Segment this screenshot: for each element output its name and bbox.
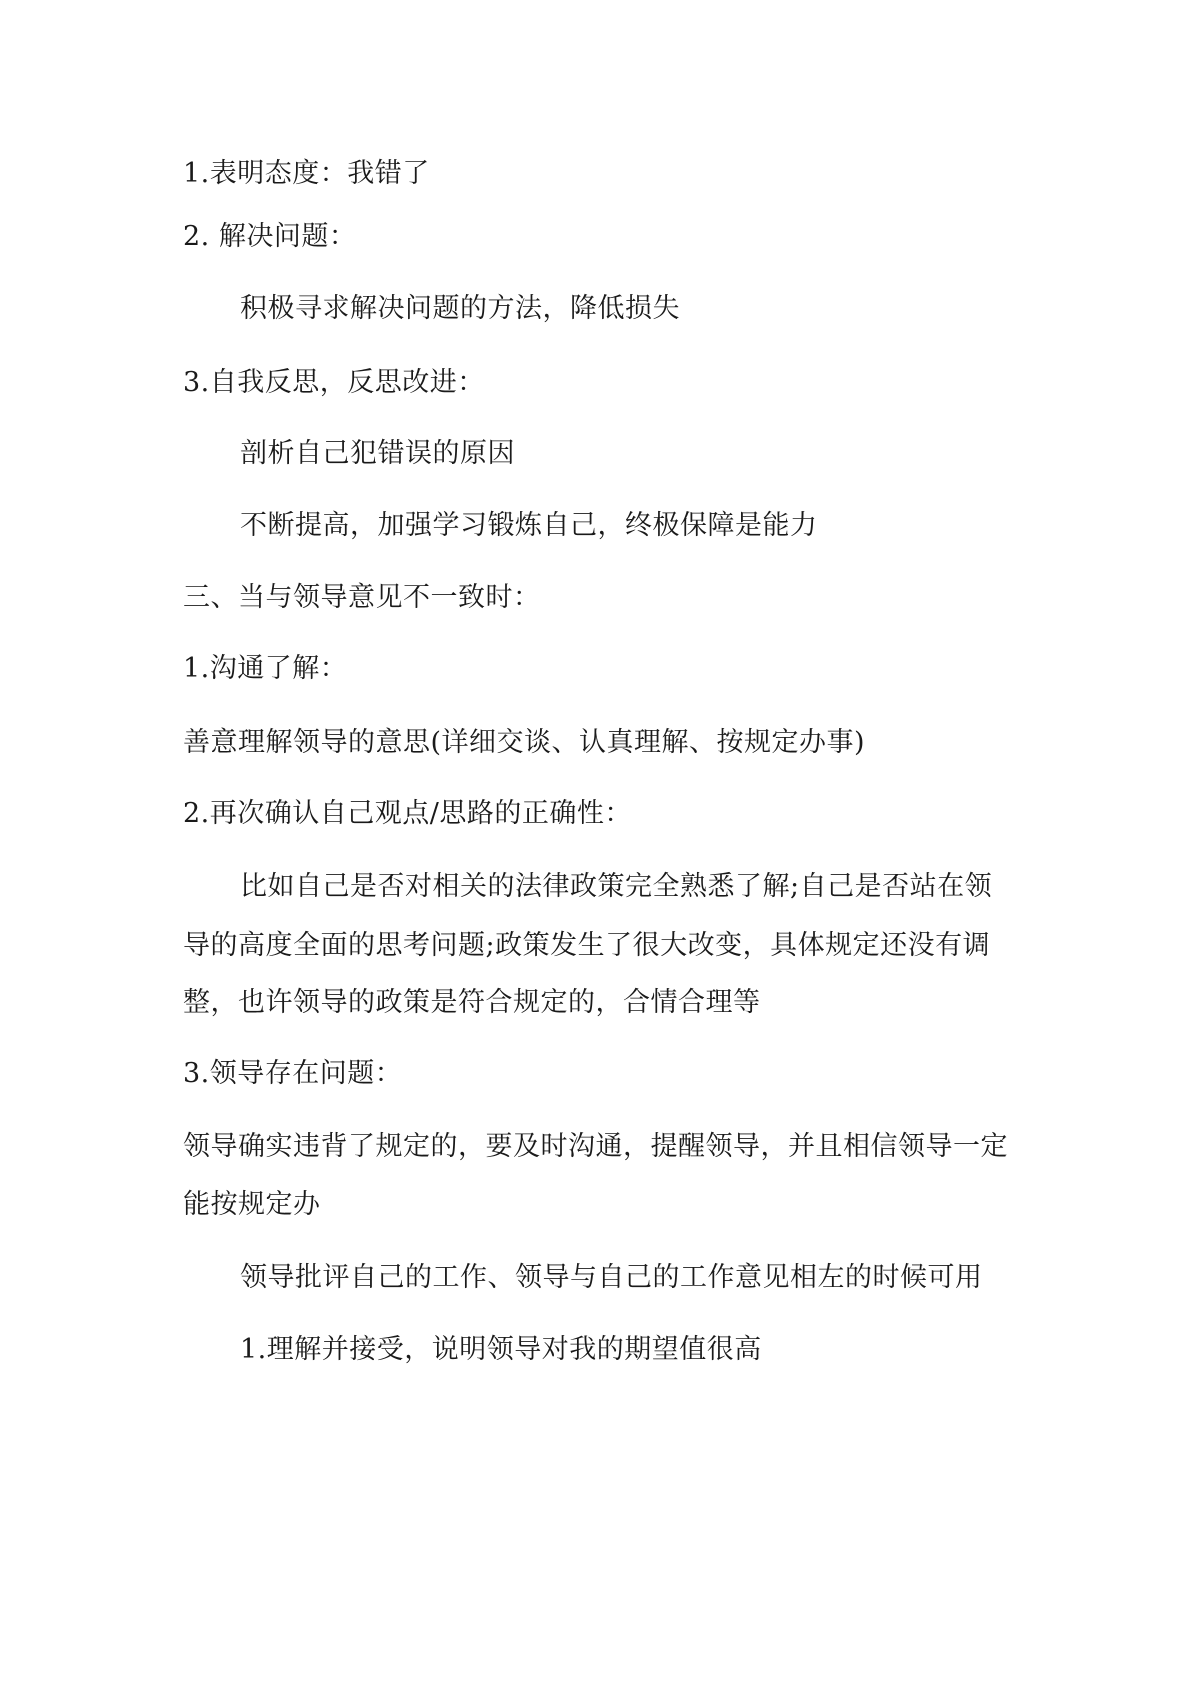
paragraph-text: 积极寻求解决问题的方法，降低损失	[240, 293, 680, 324]
paragraph-text: 导的高度全面的思考问题;政策发生了很大改变，具体规定还没有调	[183, 930, 991, 961]
paragraph-text: 领导确实违背了规定的，要及时沟通，提醒领导，并且相信领导一定	[183, 1131, 1008, 1162]
item-1-heading: 1.表明态度：我错了	[183, 158, 430, 189]
item-3-heading: 3.领导存在问题：	[183, 1058, 403, 1089]
paragraph-text: 领导批评自己的工作、领导与自己的工作意见相左的时候可用	[240, 1262, 983, 1293]
paragraph-text: 能按规定办	[183, 1189, 321, 1220]
paragraph-text: 善意理解领导的意思(详细交谈、认真理解、按规定办事)	[183, 727, 866, 758]
item-1-heading: 1.沟通了解：	[183, 653, 348, 684]
item-2-heading: 2. 解决问题：	[183, 221, 357, 252]
section-heading: 三、当与领导意见不一致时：	[183, 582, 541, 613]
paragraph-text: 比如自己是否对相关的法律政策完全熟悉了解;自己是否站在领	[240, 871, 993, 902]
paragraph-text: 1.理解并接受，说明领导对我的期望值很高	[240, 1334, 762, 1365]
item-2-heading: 2.再次确认自己观点/思路的正确性：	[183, 798, 632, 829]
paragraph-text: 整，也许领导的政策是符合规定的，合情合理等	[183, 987, 761, 1018]
paragraph-text: 不断提高，加强学习锻炼自己，终极保障是能力	[240, 510, 818, 541]
paragraph-text: 剖析自己犯错误的原因	[240, 438, 515, 469]
item-3-heading: 3.自我反思，反思改进：	[183, 367, 485, 398]
